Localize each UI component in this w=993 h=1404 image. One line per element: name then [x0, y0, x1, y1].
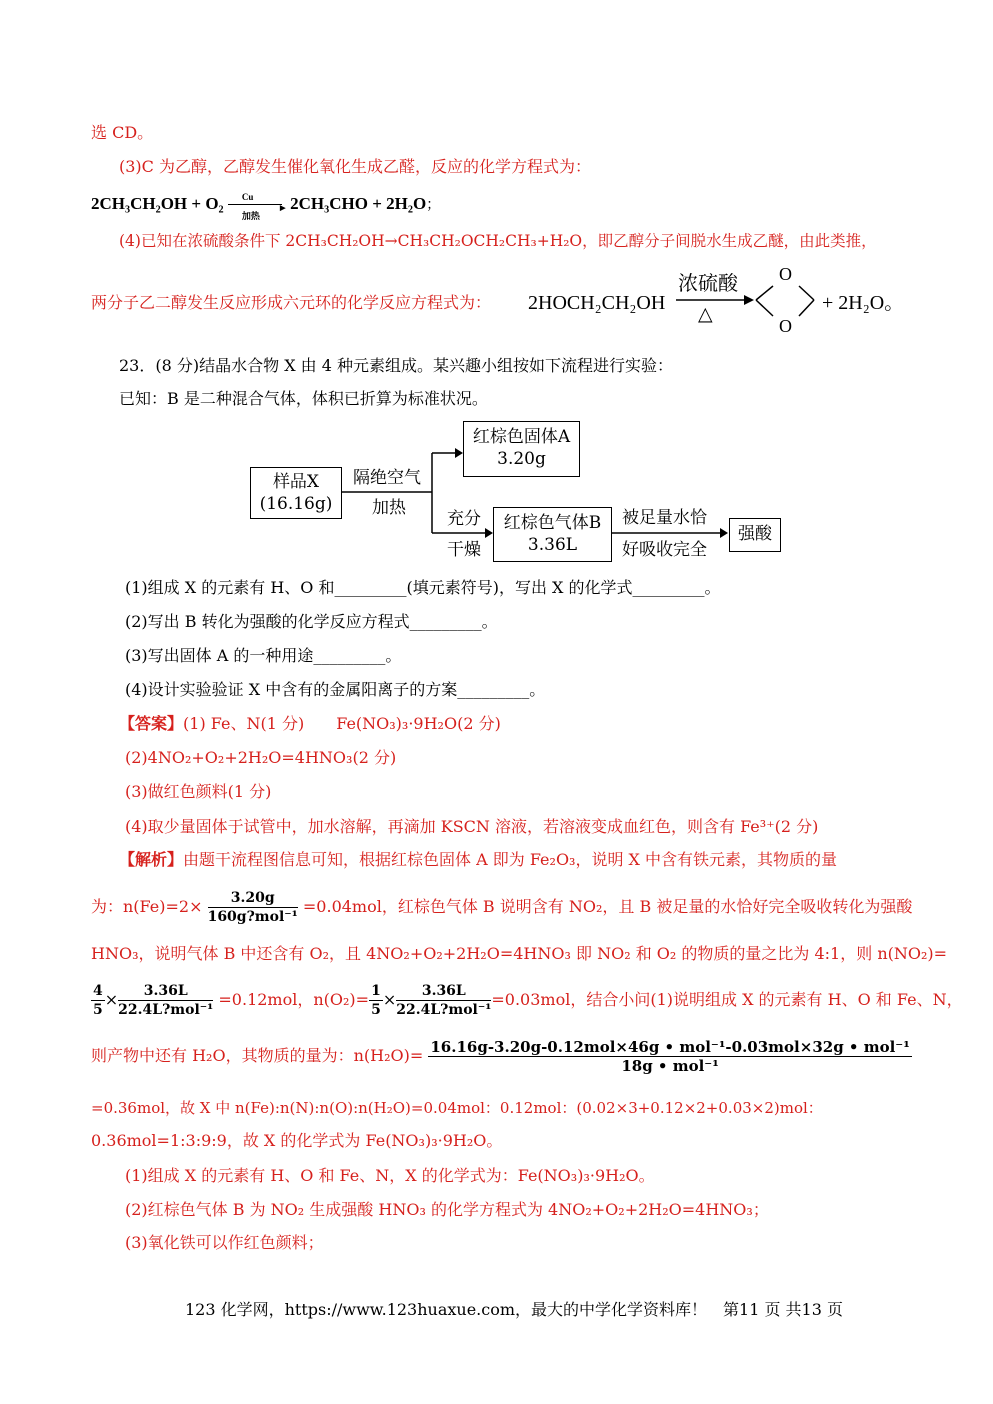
sample-x-label: 样品X [272, 472, 320, 492]
analysis-line-4: $\frac{4}{5}$ × $\frac{3.36L}{\text{22.4L?mol⁻¹}}$ =0.12mol，n(O₂)= $\frac{1}{5}$ × $\frac{3.36L}{\text{22.4L?mol⁻¹}}$ =0.03mol，结合小问(1)说明组成 X 的元素有 H、O 和 Fe、N， [93, 983, 963, 1018]
analysis-text-1: 由题干流程图信息可知，根据红棕色固体 A 即为 Fe₂O₃，说明 X 中含有铁元素，其物质的量 [183, 850, 838, 869]
glycol-condition-top: 浓硫酸 [678, 271, 738, 295]
answer-line-5: 两分子乙二醇发生反应形成六元环的化学反应方程式为： [91, 293, 492, 312]
fraction-1-5 [369, 982, 383, 1019]
fraction-fe-num: 3.20g [208, 889, 298, 908]
question-23-stem: 23．(8 分)结晶水合物 X 由 4 种元素组成。某兴趣小组按如下流程进行实验： [119, 356, 674, 375]
fraction-o2-volume [396, 982, 491, 1019]
fraction-1-5-den: 5 [371, 1002, 381, 1018]
equation-end: ； [426, 198, 441, 213]
analysis-tag: 【解析】 [119, 850, 184, 869]
sub-question-1: (1)组成 X 的元素有 H、O 和_________(填元素符号)，写出 X 的化学式_________。 [125, 578, 721, 597]
answer-line-3: (3)C 为乙醇，乙醇发生催化氧化生成乙醛，反应的化学方程式为： [119, 157, 591, 176]
fraction-4-5-den: 5 [93, 1002, 103, 1018]
sub-question-4: (4)设计实验验证 X 中含有的金属阳离子的方案_________。 [125, 680, 546, 699]
fraction-4-5 [91, 982, 105, 1019]
condition-isolate-air: 隔绝空气 [353, 468, 421, 488]
fraction-h2o [428, 1038, 911, 1075]
solid-a-mass: 3.20g [497, 449, 546, 469]
fraction-no2-num: 3.36L [118, 982, 213, 1001]
no2-result: =0.12mol，n(O₂)= [218, 990, 370, 1009]
fraction-h2o-den: 18g • mol⁻¹ [621, 1057, 719, 1075]
o2-result: =0.03mol，结合小问(1)说明组成 X 的元素有 H、O 和 Fe、N， [491, 990, 963, 1009]
analysis-line-9: (2)红棕色气体 B 为 NO₂ 生成强酸 HNO₃ 的化学方程式为 4NO₂+O₂+2H₂O=4HNO₃； [125, 1200, 769, 1219]
answer-line-cd: 选 CD。 [91, 123, 154, 142]
fraction-fe-den: 160g?mol⁻¹ [207, 909, 298, 925]
fraction-1-5-num: 1 [371, 983, 381, 999]
equation-left: 2CH₃CH₂OH + O₂ [91, 194, 224, 213]
answer-2: (2)4NO₂+O₂+2H₂O=4HNO₃(2 分) [125, 748, 397, 767]
ring-oxygen-top: O [779, 264, 792, 284]
answer-tag: 【答案】 [119, 714, 184, 733]
fraction-o2-den: 22.4L?mol⁻¹ [396, 1002, 492, 1018]
sample-x-mass: (16.16g) [259, 494, 333, 514]
sub-question-2: (2)写出 B 转化为强酸的化学反应方程式_________。 [125, 612, 498, 631]
analysis-line-5 [91, 1036, 912, 1076]
analysis-line-7: 0.36mol=1:3:9:9，故 X 的化学式为 Fe(NO₃)₃·9H₂O。 [91, 1131, 503, 1150]
analysis-line-8: (1)组成 X 的元素有 H、O 和 Fe、N，X 的化学式为：Fe(NO₃)₃·9H₂O。 [125, 1166, 655, 1185]
fraction-no2-volume [118, 982, 213, 1019]
gas-b-volume: 3.36L [527, 535, 578, 555]
fraction-no2-den: 22.4L?mol⁻¹ [118, 1002, 214, 1018]
fraction-fe [208, 889, 298, 926]
solid-a-box [463, 421, 580, 477]
analysis-line-2 [91, 887, 912, 927]
nfe-suffix: =0.04mol，红棕色气体 B 说明含有 NO₂，且 B 被足量的水恰好完全吸收转化为强酸 [302, 897, 913, 916]
answer-line-4: (4)已知在浓硫酸条件下 2CH₃CH₂OH→CH₃CH₂OCH₂CH₃+H₂O，即乙醇分子间脱水生成乙醚，由此类推， [119, 232, 877, 250]
sample-x-box [250, 467, 342, 519]
analysis-line-6: =0.36mol，故 X 中 n(Fe):n(N):n(O):n(H₂O)=0.04mol：0.12mol：(0.02×3+0.12×2+0.03×2)mol： [91, 1099, 823, 1117]
analysis-line-3: HNO₃，说明气体 B 中还含有 O₂，且 4NO₂+O₂+2H₂O=4HNO₃ 即 NO₂ 和 O₂ 的物质的量之比为 4:1，则 n(NO₂)= [91, 944, 948, 963]
equation-right: 2CH₃CHO + 2H₂O [290, 194, 427, 213]
question-23-known: 已知：B 是二种混合气体，体积已折算为标准状况。 [119, 389, 488, 408]
reaction-arrow: Cu ► 加热 [228, 195, 286, 215]
arrow-condition-top: Cu [241, 192, 254, 203]
fraction-h2o-num: 16.16g-3.20g-0.12mol×46g • mol⁻¹-0.03mol×32g • mol⁻¹ [430, 1038, 910, 1056]
analysis-line-10: (3)氧化铁可以作红色颜料； [125, 1233, 324, 1252]
answer-block-1 [119, 714, 501, 734]
glycol-equation-right: + 2H₂O。 [822, 292, 905, 314]
gas-b-label: 红棕色气体B [503, 513, 602, 533]
glycol-equation-left: 2HOCH₂CH₂OH [528, 292, 666, 314]
answer-4: (4)取少量固体于试管中，加水溶解，再滴加 KSCN 溶液，若溶液变成血红色，则含有 Fe³⁺(2 分) [125, 817, 819, 836]
condition-dry: 干燥 [447, 540, 481, 560]
analysis-line-1 [119, 850, 837, 870]
strong-acid-box: 强酸 [729, 518, 781, 552]
gas-b-box [493, 507, 612, 562]
fraction-o2-num: 3.36L [396, 982, 491, 1001]
condition-heat: 加热 [372, 498, 406, 518]
condition-water-absorb-1: 被足量水恰 [622, 508, 707, 528]
ring-oxygen-bottom: O [779, 316, 792, 336]
condition-water-absorb-2: 好吸收完全 [622, 540, 707, 560]
answer-1: (1) Fe、N(1 分) Fe(NO₃)₃·9H₂O(2 分) [183, 714, 501, 733]
answer-3: (3)做红色颜料(1 分) [125, 782, 272, 801]
condition-full: 充分 [447, 509, 481, 529]
solid-a-label: 红棕色固体A [472, 427, 571, 447]
glycol-condition-bottom: △ [698, 303, 713, 325]
nh2o-prefix: 则产物中还有 H₂O，其物质的量为：n(H₂O)= [91, 1046, 424, 1065]
page-footer: 123 化学网，https://www.123huaxue.com，最大的中学化学资料库！ 第11 页 共13 页 [185, 1300, 844, 1319]
nfe-prefix: 为：n(Fe)=2× [91, 897, 203, 916]
sub-question-3: (3)写出固体 A 的一种用途_________。 [125, 646, 402, 665]
arrow-condition-bottom: 加热 [241, 211, 260, 222]
fraction-4-5-num: 4 [93, 983, 103, 999]
